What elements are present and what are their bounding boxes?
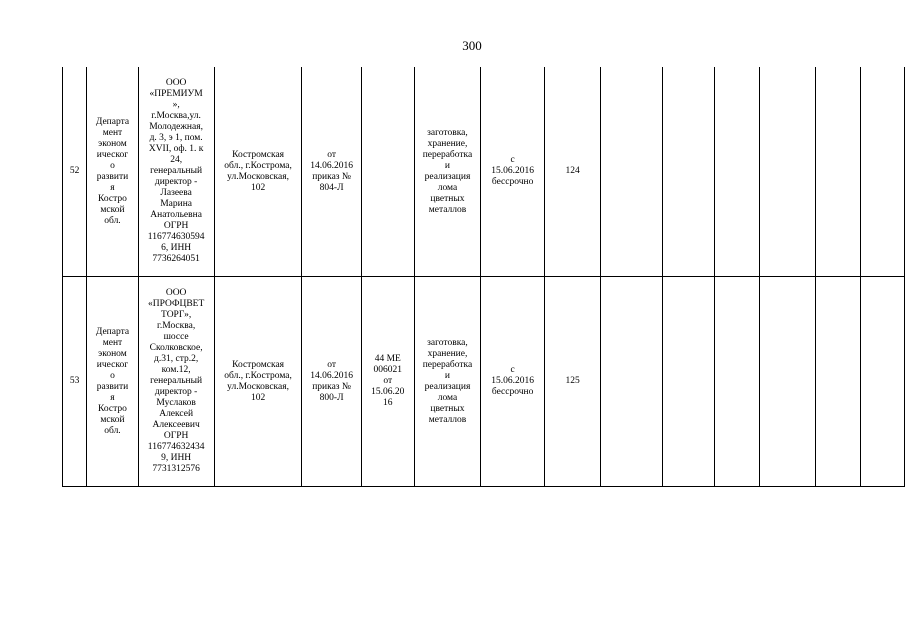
row-number-cell: 52 [63, 67, 87, 277]
empty-cell [760, 277, 816, 487]
empty-cell [816, 67, 861, 277]
empty-cell [861, 67, 905, 277]
activity-cell: заготовка, хранение, переработка и реализация лома цветных металлов [414, 277, 480, 487]
page-number: 300 [462, 38, 482, 53]
register-number-cell: 124 [545, 67, 601, 277]
row-number-cell: 53 [63, 277, 87, 487]
table-row [63, 67, 905, 277]
validity-cell: с 15.06.2016 бессрочно [481, 67, 545, 277]
validity-cell: с 15.06.2016 бессрочно [481, 277, 545, 487]
table-row [63, 277, 905, 487]
activity-cell: заготовка, хранение, переработка и реализация лома цветных металлов [414, 67, 480, 277]
authority-cell: Департа мент эконом ическог о развити я Костро мской обл. [87, 277, 138, 487]
empty-cell [861, 277, 905, 487]
empty-cell [715, 67, 760, 277]
register-number-cell: 125 [545, 277, 601, 487]
empty-cell [760, 67, 816, 277]
empty-cell [662, 67, 714, 277]
empty-cell [601, 67, 663, 277]
company-cell: ООО «ПРЕМИУМ », г.Москва,ул. Молодежная, д. 3, э 1, пом. XVII, оф. 1. к 24, генеральный директор - Лазеева Марина Анатольевна ОГРН 116774630594 6, ИНН 7736264051 [138, 67, 214, 277]
empty-cell [715, 277, 760, 487]
empty-cell [816, 277, 861, 487]
order-cell: от 14.06.2016 приказ № 800-Л [302, 277, 361, 487]
address-cell: Костромская обл., г.Кострома, ул.Московская, 102 [214, 67, 302, 277]
license-cell: 44 МЕ 006021 от 15.06.20 16 [361, 277, 414, 487]
address-cell: Костромская обл., г.Кострома, ул.Московская, 102 [214, 277, 302, 487]
license-registry-table [62, 67, 905, 487]
order-cell: от 14.06.2016 приказ № 804-Л [302, 67, 361, 277]
empty-cell [662, 277, 714, 487]
empty-cell [601, 277, 663, 487]
company-cell: ООО «ПРОФЦВЕТ ТОРГ», г.Москва, шоссе Сколковское, д.31, стр.2, ком.12, генеральный директор - Муслаков Алексей Алексеевич ОГРН 116774632434 9, ИНН 7731312576 [138, 277, 214, 487]
authority-cell: Департа мент эконом ическог о развити я Костро мской обл. [87, 67, 138, 277]
license-cell [361, 67, 414, 277]
